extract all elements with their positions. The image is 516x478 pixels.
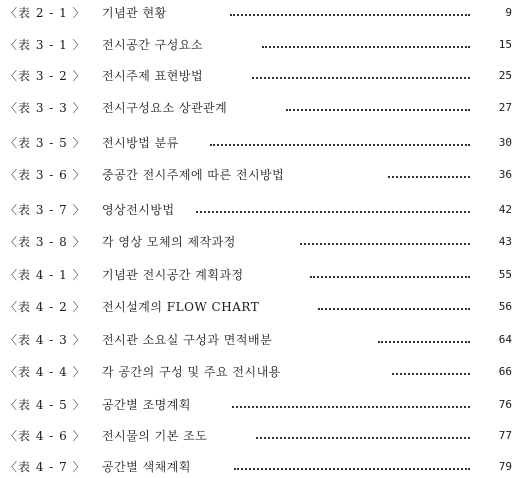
dot-leader [286,109,470,111]
toc-entry-page: 30 [498,136,512,149]
toc-entry-label: 〈表 4 - 1 〉 [5,268,86,282]
toc-entry-page: 42 [498,203,512,216]
toc-entry-title: 영상전시방법 [102,200,181,220]
dot-leader [252,77,470,79]
toc-entry-label: 〈表 4 - 4 〉 [5,365,86,379]
toc-entry-page: 15 [498,38,512,51]
toc-entry [0,457,516,477]
dot-leader [210,144,470,146]
toc-entry-page: 76 [498,398,512,411]
toc-entry [0,66,516,86]
toc-entry-label: 〈表 4 - 6 〉 [5,429,86,443]
toc-entry-title: 공간별 조명계획 [102,395,197,415]
toc-entry-title: 각 영상 모체의 제작과정 [102,232,242,252]
toc-entry [0,362,516,382]
toc-entry-title: 전시구성요소 상관관계 [102,98,233,118]
toc-entry-page: 79 [498,460,512,473]
toc-entry-label: 〈表 4 - 7 〉 [5,460,86,474]
toc-entry [0,232,516,252]
toc-entry [0,165,516,185]
toc-entry-title: 공간별 색채계획 [102,457,197,477]
toc-entry-title: 전시설계의 FLOW CHART [102,297,265,317]
toc-entry-label: 〈表 3 - 7 〉 [5,203,86,217]
toc-entry [0,98,516,118]
toc-entry-page: 56 [498,300,512,313]
toc-entry-page: 55 [498,268,512,281]
dot-leader [378,341,470,343]
toc-entry-label: 〈表 3 - 6 〉 [5,168,86,182]
dot-leader [310,276,470,278]
toc-entry [0,297,516,317]
toc-entry-page: 36 [498,168,512,181]
toc-entry-page: 27 [498,101,512,114]
dot-leader [256,437,470,439]
toc-entry-page: 43 [498,235,512,248]
toc-entry-title: 기념관 현황 [102,3,173,23]
toc-entry [0,35,516,55]
toc-entry-label: 〈表 3 - 2 〉 [5,69,86,83]
toc-entry-title: 전시물의 기본 조도 [102,426,213,446]
toc-entry [0,395,516,415]
dot-leader [234,468,470,470]
toc-entry-title: 전시방법 분류 [102,133,185,153]
toc-entry [0,3,516,23]
toc-entry [0,426,516,446]
toc-entry-page: 64 [498,333,512,346]
toc-entry-label: 〈表 3 - 8 〉 [5,235,86,249]
toc-entry-label: 〈表 2 - 1 〉 [5,6,86,20]
toc-entry-title: 중공간 전시주제에 따른 전시방법 [102,165,290,185]
toc-entry-title: 기념관 전시공간 계획과정 [102,265,250,285]
toc-entry [0,133,516,153]
toc-entry-title: 각 공간의 구성 및 주요 전시내용 [102,362,287,382]
toc-entry [0,330,516,350]
toc-entry-label: 〈表 4 - 5 〉 [5,398,86,412]
toc-entry-label: 〈表 3 - 5 〉 [5,136,86,150]
dot-leader [392,373,470,375]
dot-leader [318,308,470,310]
toc-entry-page: 9 [505,6,512,19]
toc-entry-label: 〈表 4 - 2 〉 [5,300,86,314]
toc-entry [0,265,516,285]
dot-leader [196,211,470,213]
toc-entry-title: 전시주제 표현방법 [102,66,209,86]
dot-leader [300,243,470,245]
toc-entry-page: 77 [498,429,512,442]
toc-entry [0,200,516,220]
toc-entry-page: 25 [498,69,512,82]
toc-entry-title: 전시관 소요실 구성과 면적배분 [102,330,278,350]
dot-leader [262,46,470,48]
toc-entry-label: 〈表 3 - 3 〉 [5,101,86,115]
toc-entry-page: 66 [498,365,512,378]
toc-entry-title: 전시공간 구성요소 [102,35,209,55]
dot-leader [230,14,470,16]
dot-leader [388,176,470,178]
toc-entry-label: 〈表 3 - 1 〉 [5,38,86,52]
dot-leader [232,406,470,408]
toc-entry-label: 〈表 4 - 3 〉 [5,333,86,347]
